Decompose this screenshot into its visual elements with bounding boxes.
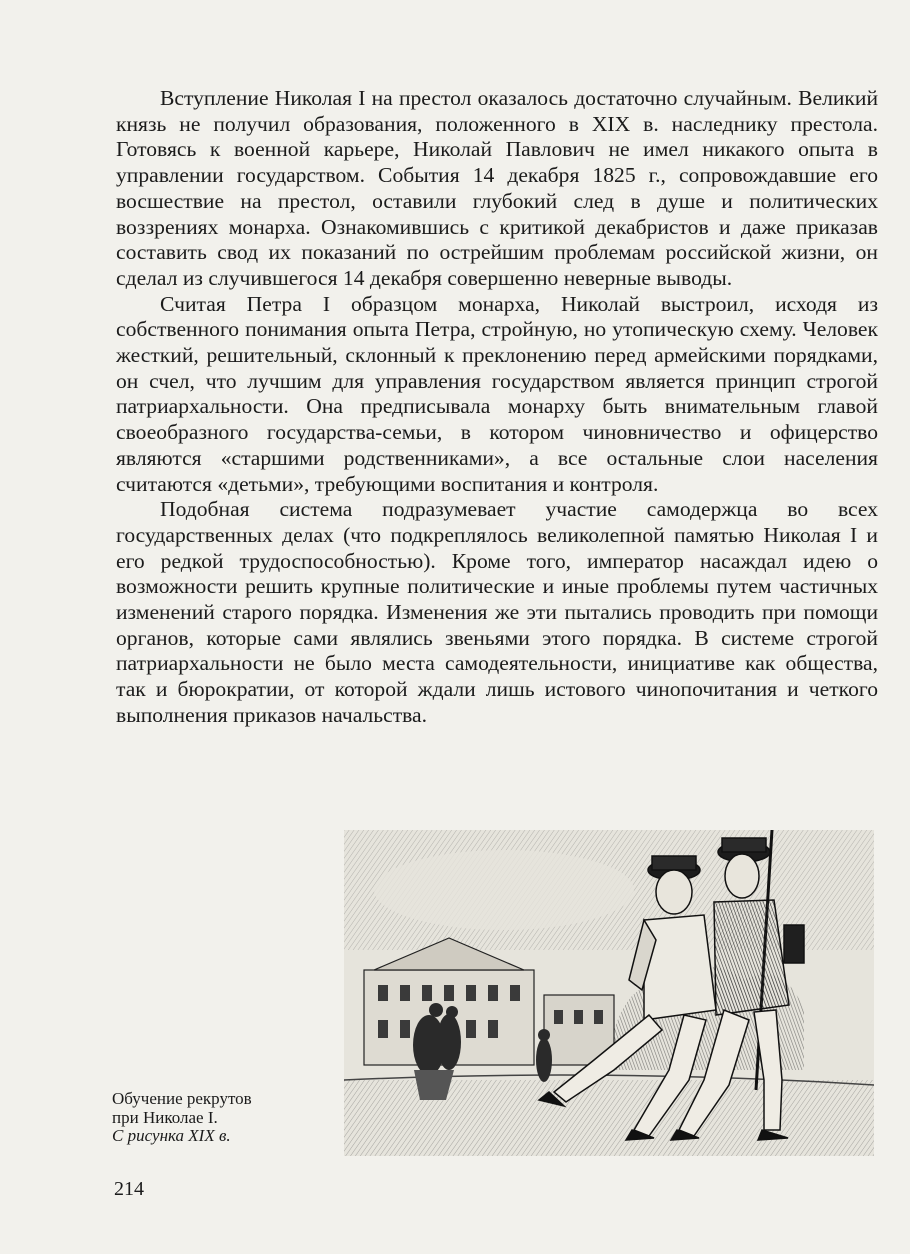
body-text [116, 86, 878, 729]
caption-line-2: при Николае I. [112, 1107, 218, 1127]
paragraph-2: Считая Петра I образцом монарха, Николай выстроил, исходя из собственного понимания опыта Петра, стройную, но утопическую схему. Человек жесткий, решительный, склонный к преклонению перед армейскими порядками, он счел, что лучшим для управления государством является принцип строгой патриархальности. Она предписывала монарху быть внимательным главой своеобразного государства-семьи, в котором чиновничество и офицерство являются «старшими родственниками», а все остальные слои населения считаются «детьми», требующими воспитания и контроля. [116, 291, 878, 496]
page-number: 214 [114, 1178, 144, 1200]
illustration-caption [112, 1090, 332, 1146]
caption-line-1: Обучение рекрутов [112, 1089, 252, 1108]
caption-source: С рисунка XIX в. [112, 1126, 231, 1145]
building [364, 938, 614, 1065]
paragraph-1: Вступление Николая I на престол оказалось достаточно случайным. Великий князь не получил образования, положенного в XIX в. наследнику престола. Готовясь к военной карьере, Николай Павлович не имел никакого опыта в управлении государством. События 14 декабря 1825 г., сопровождавшие его восшествие на престол, оставили глубокий след в душе и политических воззрениях монарха. Ознакомившись с критикой декабристов и даже приказав составить свод их показаний по острейшим проблемам российской жизни, он сделал из случившегося 14 декабря совершенно неверные выводы. [116, 86, 878, 290]
recruit-training-engraving [344, 830, 874, 1156]
engraving-illustration [344, 830, 874, 1156]
paragraph-3: Подобная система подразумевает участие самодержца во всех государственных делах (что подкреплялось великолепной памятью Николая I и его редкой трудоспособностью). Кроме того, император насаждал идею о возможности решить крупные политические и иные проблемы путем частичных изменений старого порядка. Изменения же эти пытались проводить при помощи органов, которые сами являлись звеньями этого порядка. В системе строгой патриархальности не было места самодеятельности, инициативе как общества, так и бюрократии, от которой ждали лишь истового чинопочитания и четкого выполнения приказов начальства. [116, 497, 878, 727]
